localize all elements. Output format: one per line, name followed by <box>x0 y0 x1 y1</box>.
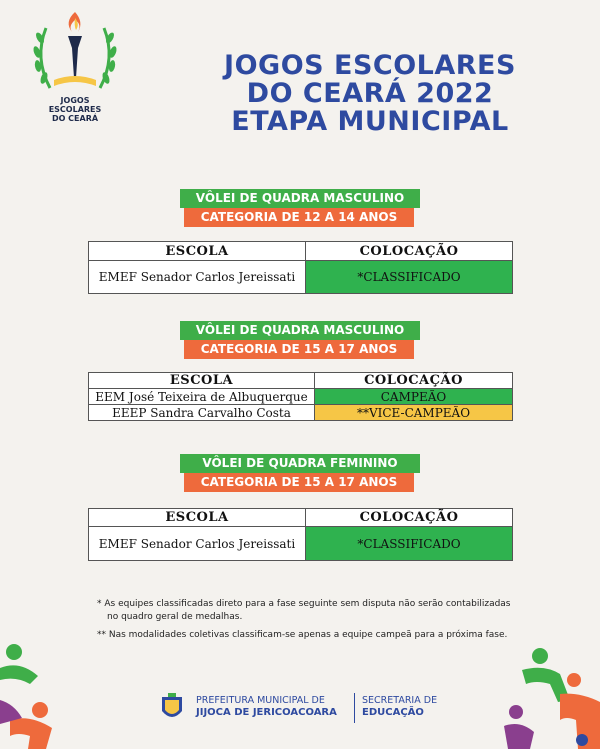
header-placement: COLOCAÇÃO <box>306 242 513 261</box>
school-name: EEM José Teixeira de Albuquerque <box>89 389 315 405</box>
decorative-figures-right <box>500 640 600 749</box>
page-title <box>180 52 560 136</box>
school-name: EEEP Sandra Carvalho Costa <box>89 405 315 421</box>
header-school: ESCOLA <box>89 509 306 527</box>
school-name: EMEF Senador Carlos Jereissati <box>89 261 306 294</box>
sport-tag-1: VÔLEI DE QUADRA MASCULINO <box>180 189 420 208</box>
municipal-crest-icon <box>154 693 190 723</box>
logo-line-2: ESCOLARES <box>48 105 102 114</box>
school-name: EMEF Senador Carlos Jereissati <box>89 527 306 561</box>
sport-tag-2: VÔLEI DE QUADRA MASCULINO <box>180 321 420 340</box>
results-table-1 <box>88 241 513 294</box>
header-school: ESCOLA <box>89 242 306 261</box>
title-line-1: JOGOS ESCOLARES <box>224 50 516 81</box>
title-line-2: DO CEARÁ 2022 <box>246 78 494 109</box>
table-row <box>89 389 513 405</box>
sport-tag-3: VÔLEI DE QUADRA FEMININO <box>180 454 420 473</box>
category-tag-3: CATEGORIA DE 15 A 17 ANOS <box>184 473 414 492</box>
footnote-1: * As equipes classificadas direto para a fase seguinte sem disputa não serão contabilizadas no quadro geral de medalhas. <box>97 599 511 622</box>
results-table-2 <box>88 372 513 421</box>
results-table-3 <box>88 508 513 561</box>
footer-divider <box>354 693 355 723</box>
placement-value: *CLASSIFICADO <box>306 261 513 294</box>
secretaria-line-2: EDUCAÇÃO <box>362 707 424 718</box>
placement-value: **VICE-CAMPEÃO <box>315 405 513 421</box>
secretaria-line-1: SECRETARIA DE <box>362 695 438 706</box>
footnote-2: ** Nas modalidades coletivas classificam-se apenas a equipe campeã para a próxima fase. <box>97 630 508 640</box>
logo-line-3: DO CEARÁ <box>51 114 99 123</box>
table-row <box>89 405 513 421</box>
logo-line-1: JOGOS <box>60 96 90 105</box>
category-tag-1: CATEGORIA DE 12 A 14 ANOS <box>184 208 414 227</box>
prefeitura-line-1: PREFEITURA MUNICIPAL DE <box>196 695 325 706</box>
table-row <box>89 527 513 561</box>
torch-laurel-icon <box>20 8 130 98</box>
table-row <box>89 261 513 294</box>
header-school: ESCOLA <box>89 373 315 389</box>
placement-value: CAMPEÃO <box>315 389 513 405</box>
footer <box>150 693 450 723</box>
placement-value: *CLASSIFICADO <box>306 527 513 561</box>
header-placement: COLOCAÇÃO <box>306 509 513 527</box>
footnotes <box>97 598 517 647</box>
jogos-escolares-logo <box>20 8 130 128</box>
decorative-figures-left <box>0 640 70 749</box>
prefeitura-line-2: JIJOCA DE JERICOACOARA <box>196 707 337 718</box>
category-tag-2: CATEGORIA DE 15 A 17 ANOS <box>184 340 414 359</box>
logo-text <box>20 96 130 123</box>
header-placement: COLOCAÇÃO <box>315 373 513 389</box>
title-line-3: ETAPA MUNICIPAL <box>231 106 509 137</box>
